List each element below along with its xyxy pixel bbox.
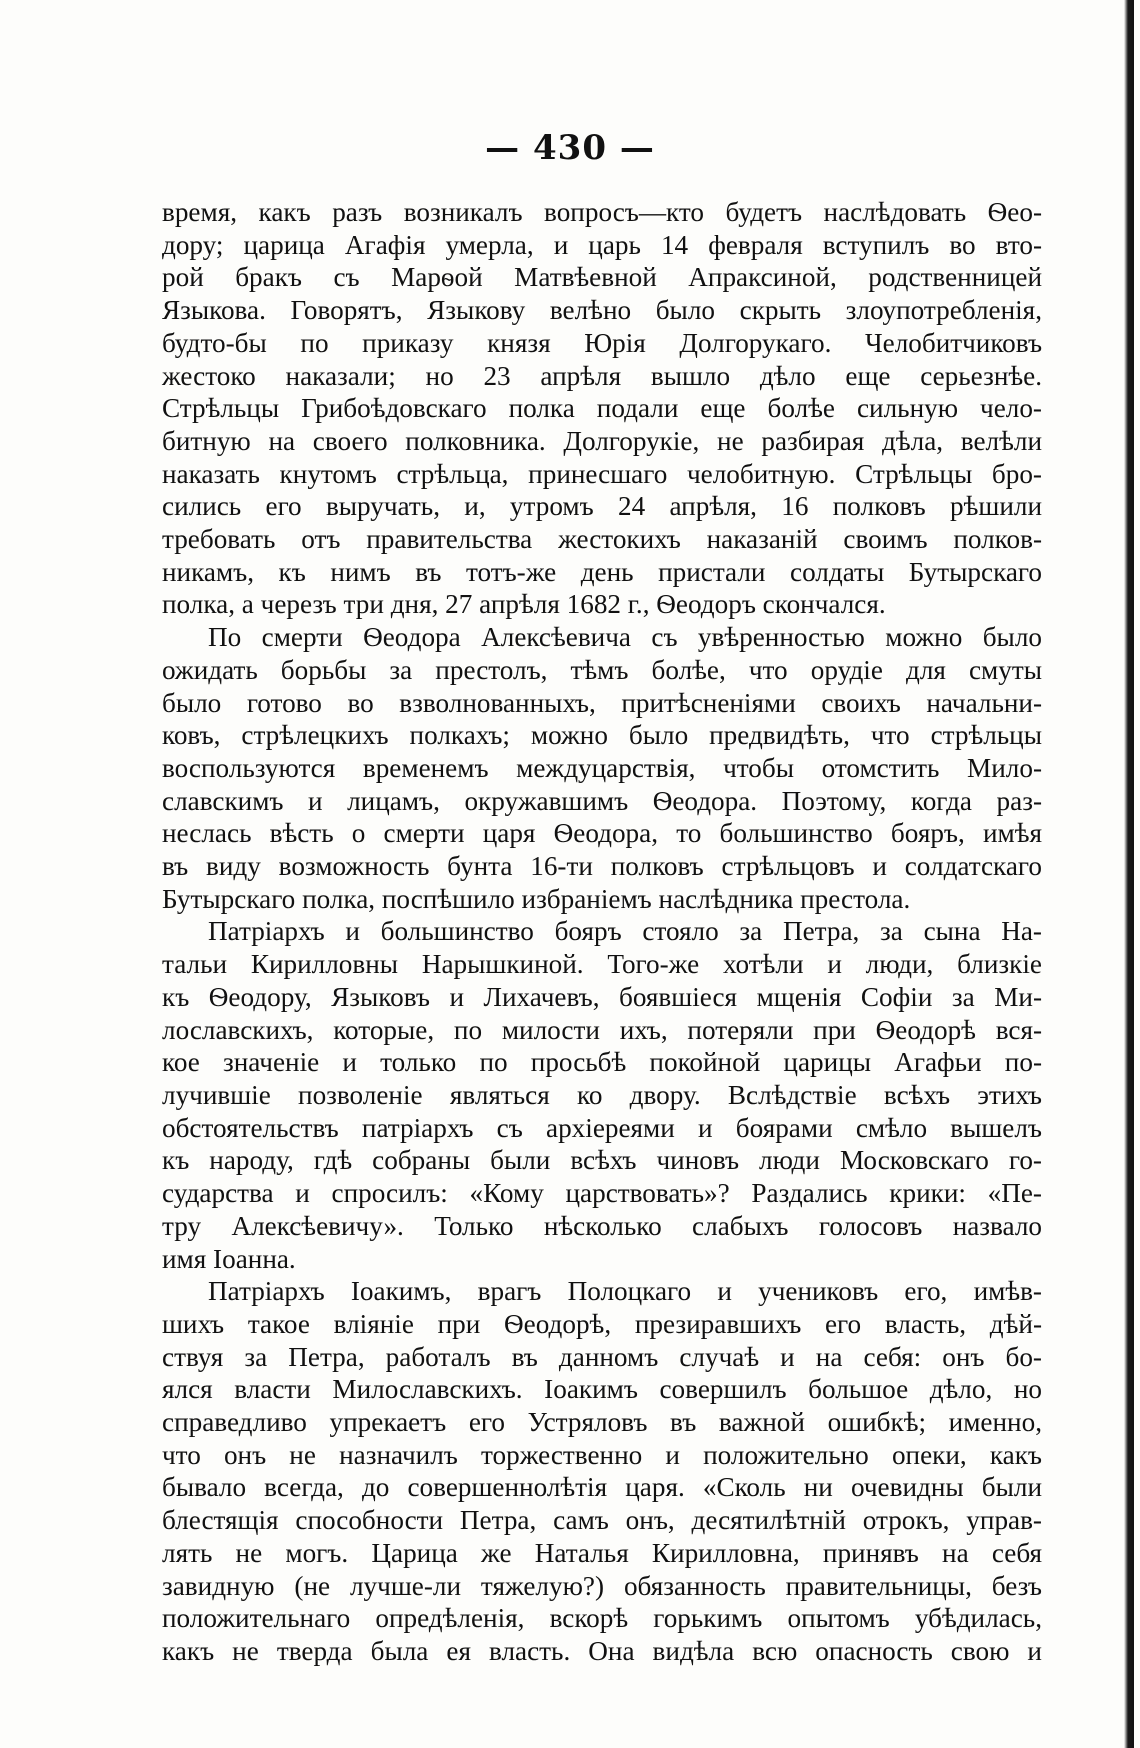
text-line: лославскихъ, которые, по милости ихъ, потеряли при Ѳеодорѣ вся-	[162, 1014, 1042, 1045]
text-line: лучившіе позволеніе являться ко двору. Вслѣдствіе всѣхъ этихъ	[162, 1079, 1042, 1110]
text-line: въ виду возможность бунта 16-ти полковъ стрѣльцовъ и солдатскаго	[162, 851, 1042, 882]
text-line: славскимъ и лицамъ, окружавшимъ Ѳеодора. Поэтому, когда раз-	[162, 785, 1042, 816]
text-line: къ Ѳеодору, Языковъ и Лихачевъ, боявшіеся мщенія Софіи за Ми-	[162, 981, 1042, 1012]
text-line: обстоятельствъ патріархъ съ архіереями и боярами смѣло вышелъ	[162, 1112, 1042, 1143]
text-line: воспользуются временемъ междуцарствія, чтобы отомстить Мило-	[162, 752, 1042, 783]
text-line: завидную (не лучше-ли тяжелую?) обязанность правительницы, безъ	[162, 1570, 1042, 1601]
text-line: Бутырскаго полка, поспѣшило избраніемъ наслѣдника престола.	[162, 883, 911, 914]
text-line: время, какъ разъ возникалъ вопросъ—кто будетъ наслѣдовать Ѳео-	[162, 197, 1042, 227]
text-line: тальи Кирилловны Нарышкиной. Того-же хотѣли и люди, близкіе	[162, 949, 1042, 980]
text-line: полка, а черезъ три дня, 27 апрѣля 1682 г., Ѳеодоръ скончался.	[162, 589, 886, 620]
text-line: рой бракъ съ Марѳой Матвѣевной Апраксиной, родственницей	[162, 262, 1042, 293]
text-line: блестящія способности Петра, самъ онъ, десятилѣтній отрокъ, управ-	[162, 1505, 1042, 1536]
text-line: Стрѣльцы Грибоѣдовскаго полка подали еще болѣе сильную чело-	[162, 393, 1042, 424]
text-line: было готово во взволнованныхъ, притѣсненіями своихъ начальни-	[162, 687, 1042, 718]
text-line: требовать отъ правительства жестокихъ наказаній своимъ полков-	[162, 524, 1042, 555]
text-line: къ народу, гдѣ собраны были всѣхъ чиновъ люди Московскаго го-	[162, 1145, 1042, 1176]
text-line: наказать кнутомъ стрѣльца, принесшаго челобитную. Стрѣльцы бро-	[162, 458, 1042, 489]
text-line: ствуя за Петра, работалъ въ данномъ случаѣ и на себя: онъ бо-	[162, 1341, 1042, 1372]
text-line: Патріархъ Іоакимъ, врагъ Полоцкаго и учениковъ его, имѣв-	[208, 1276, 1042, 1307]
text-line: ожидать борьбы за престолъ, тѣмъ болѣе, что орудіе для смуты	[162, 654, 1042, 685]
text-line: никамъ, къ нимъ въ тотъ-же день пристали солдаты Бутырскаго	[162, 556, 1042, 587]
body-text	[162, 196, 1042, 1668]
text-line: неслась вѣсть о смерти царя Ѳеодора, то большинство бояръ, имѣя	[162, 818, 1042, 849]
text-line: По смерти Ѳеодора Алексѣевича съ увѣренностью можно было	[208, 622, 1042, 653]
text-line: шихъ такое вліяніе при Ѳеодорѣ, презиравшихъ его власть, дѣй-	[162, 1308, 1042, 1339]
page-edge-shadow	[1124, 0, 1134, 1748]
text-line: имя Іоанна.	[162, 1243, 296, 1274]
page-number: — 430 —	[485, 128, 655, 168]
text-line: положительнаго опредѣленія, вскорѣ горькимъ опытомъ убѣдилась,	[162, 1603, 1042, 1634]
text-line: будто-бы по приказу князя Юрія Долгорукаго. Челобитчиковъ	[162, 327, 1042, 358]
text-line: сились его выручать, и, утромъ 24 апрѣля, 16 полковъ рѣшили	[162, 491, 1042, 522]
text-line: кое значеніе и только по просьбѣ покойной царицы Агафьи по-	[162, 1047, 1042, 1078]
text-line: Языкова. Говорятъ, Языкову велѣно было скрыть злоупотребленія,	[162, 295, 1042, 326]
text-line: ялся власти Милославскихъ. Іоакимъ совершилъ большое дѣло, но	[162, 1374, 1042, 1405]
text-line: какъ не тверда была ея власть. Она видѣла всю опасность свою и	[162, 1635, 1042, 1666]
text-line: Патріархъ и большинство бояръ стояло за Петра, за сына На-	[208, 916, 1042, 947]
text-line: что онъ не назначилъ торжественно и положительно опеки, какъ	[162, 1439, 1042, 1470]
text-line: сударства и спросилъ: «Кому царствовать»? Раздались крики: «Пе-	[162, 1178, 1042, 1209]
text-line: справедливо упрекаетъ его Устряловъ въ важной ошибкѣ; именно,	[162, 1407, 1042, 1438]
text-line: бывало всегда, до совершеннолѣтія царя. «Сколь ни очевидны были	[162, 1472, 1042, 1503]
text-line: битную на своего полковника. Долгорукіе, не разбирая дѣла, велѣли	[162, 425, 1042, 456]
text-line: ковъ, стрѣлецкихъ полкахъ; можно было предвидѣть, что стрѣльцы	[162, 720, 1042, 751]
text-line: тру Алексѣевичу». Только нѣсколько слабыхъ голосовъ назвало	[162, 1210, 1042, 1241]
text-line: лять не могъ. Царица же Наталья Кирилловна, принявъ на себя	[162, 1537, 1042, 1568]
text-line: дору; царица Агафія умерла, и царь 14 февраля вступилъ во вто-	[162, 229, 1042, 260]
text-line: жестоко наказали; но 23 апрѣля вышло дѣло еще серьезнѣе.	[162, 360, 1042, 391]
